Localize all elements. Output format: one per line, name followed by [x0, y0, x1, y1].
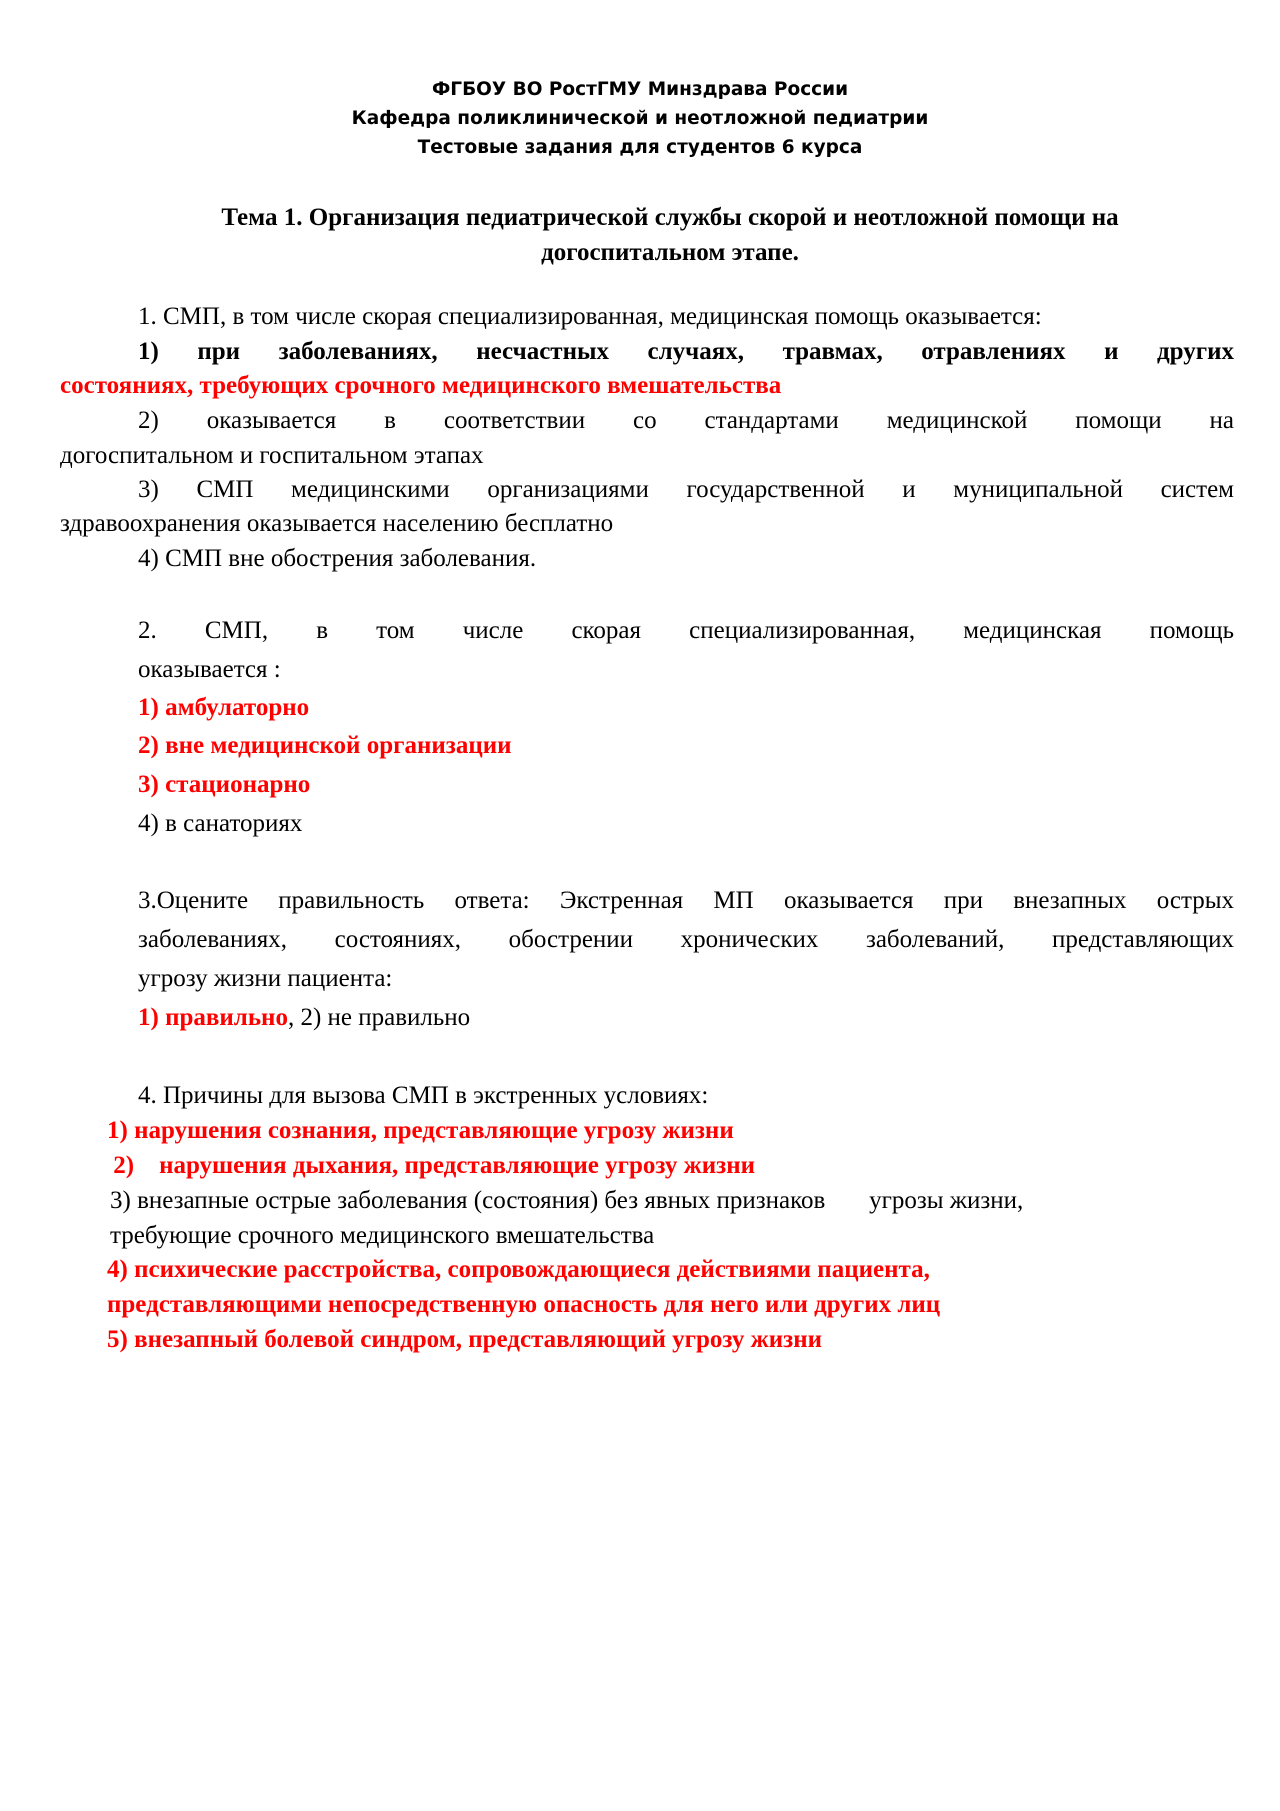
- q3-answer-incorrect: , 2) не правильно: [287, 1004, 471, 1031]
- q2-answer2: 2) вне медицинской организации: [138, 732, 512, 759]
- q4-answer4-line1: 4) психические расстройства, сопровождающиеся действиями пациента,: [107, 1256, 930, 1283]
- q2-answer3: 3) стационарно: [138, 771, 311, 798]
- q4-answer4-line2: представляющими непосредственную опасность для него или других лиц: [107, 1291, 941, 1318]
- q1-answer2-line1: 2) оказывается в соответствии со стандартами медицинской помощи на: [138, 407, 1234, 434]
- q1-question: 1. СМП, в том числе скорая специализированная, медицинская помощь оказывается:: [138, 303, 1042, 330]
- q1-answer3-line1: 3) СМП медицинскими организациями государственной и муниципальной систем: [138, 476, 1234, 503]
- header-subtitle: Тестовые задания для студентов 6 курса: [417, 137, 863, 158]
- q3-answer-correct: 1) правильно: [138, 1004, 288, 1031]
- q3-answers: [138, 1004, 470, 1032]
- q1-answer2-line2: догоспитальном и госпитальном этапах: [60, 442, 484, 469]
- topic-title-line1: Тема 1. Организация педиатрической службы скорой и неотложной помощи на: [221, 204, 1119, 231]
- header-institution: ФГБОУ ВО РостГМУ Минздрава России: [431, 79, 849, 100]
- q4-answer3-line1: 3) внезапные острые заболевания (состояния) без явных признаков угрозы жизни,: [110, 1187, 1024, 1214]
- q2-question-line2: оказывается :: [138, 656, 281, 683]
- q3-question-line2: заболеваниях, состояниях, обострении хронических заболеваний, представляющих: [138, 926, 1234, 953]
- q2-question-line1: 2. СМП, в том числе скорая специализированная, медицинская помощь: [138, 617, 1234, 644]
- q4-answer2: 2) нарушения дыхания, представляющие угрозу жизни: [107, 1152, 756, 1179]
- q4-answer3-line2: требующие срочного медицинского вмешательства: [110, 1222, 655, 1249]
- q2-answer1: 1) амбулаторно: [138, 694, 310, 721]
- q1-answer1-line2: состояниях, требующих срочного медицинского вмешательства: [60, 372, 782, 399]
- header-department: Кафедра поликлинической и неотложной педиатрии: [351, 108, 929, 129]
- topic-title-line2: догоспитальном этапе.: [541, 239, 799, 266]
- q1-answer4: 4) СМП вне обострения заболевания.: [138, 545, 537, 572]
- q4-answer5: 5) внезапный болевой синдром, представляющий угрозу жизни: [107, 1326, 823, 1353]
- q2-answer4: 4) в санаториях: [138, 810, 303, 837]
- q4-question: 4. Причины для вызова СМП в экстренных условиях:: [138, 1082, 709, 1109]
- q1-answer1-line1: 1) при заболеваниях, несчастных случаях, травмах, отравлениях и других: [138, 338, 1234, 365]
- q3-question-line1: 3.Оцените правильность ответа: Экстренная МП оказывается при внезапных острых: [138, 887, 1234, 914]
- q1-answer3-line2: здравоохранения оказывается населению бесплатно: [60, 510, 614, 537]
- q3-question-line3: угрозу жизни пациента:: [138, 965, 393, 992]
- q4-answer1: 1) нарушения сознания, представляющие угрозу жизни: [107, 1117, 734, 1144]
